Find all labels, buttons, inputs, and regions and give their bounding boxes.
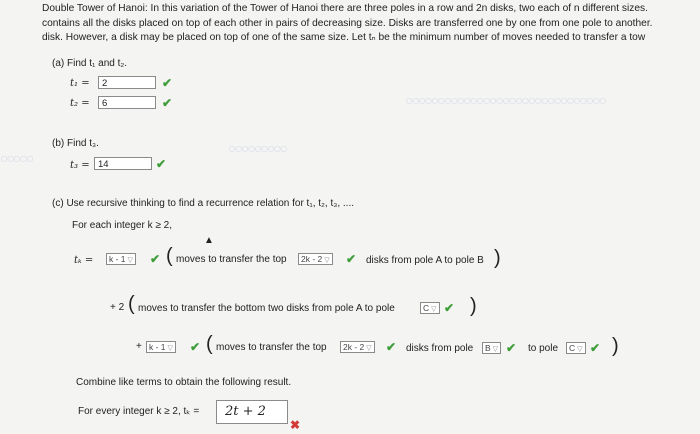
paren-open: ( [206, 333, 213, 355]
part-a-prompt: (a) Find t₁ and t₂. [52, 58, 128, 69]
t1-label: t₁ = [70, 78, 90, 89]
to-pole-select-2[interactable]: C ▽ [566, 342, 586, 354]
checkmark-icon: ✔ [506, 341, 517, 355]
row3-text-a: moves to transfer the top [216, 342, 327, 353]
paren-open: ( [166, 245, 173, 267]
top-disks-select-2[interactable]: 2k - 2 ▽ [340, 341, 375, 353]
t-index-select-2[interactable]: k - 1 ▽ [146, 341, 176, 353]
row3-text-b: disks from pole [406, 343, 474, 354]
bleed-through-decoration: ○○○○○ [0, 150, 33, 166]
row3-prefix: + [136, 341, 142, 352]
chevron-down-icon: ▽ [577, 346, 583, 353]
t2-answer-input[interactable]: 6 [98, 96, 156, 109]
row2-text: moves to transfer the bottom two disks from pole A to pole [138, 303, 395, 314]
tk-answer-input[interactable]: 2t + 2 [216, 400, 288, 424]
t3-answer-input[interactable]: 14 [94, 157, 152, 170]
chevron-down-icon: ▽ [492, 346, 499, 353]
row3-text-c: to pole [528, 343, 559, 354]
t2-label: t₂ = [70, 98, 90, 109]
problem-line-2: contains all the disks placed on top of each other in pairs of decreasing size. Disks are transferred one by one from one pole to another. [42, 17, 653, 29]
problem-line-1: Double Tower of Hanoi: In this variation of the Tower of Hanoi there are three poles in a row and 2n disks, two each of n different sizes. [42, 3, 648, 14]
row2-prefix: + 2 [110, 302, 125, 313]
chevron-down-icon: ▽ [431, 306, 437, 313]
for-each-integer-text: For each integer k ≥ 2, [72, 220, 172, 231]
chevron-down-icon: ▽ [324, 257, 330, 264]
part-c-prompt: (c) Use recursive thinking to find a recurrence relation for t₁, t₂, t₃, .... [52, 198, 354, 209]
x-icon: ✖ [290, 418, 301, 432]
checkmark-icon: ✔ [590, 341, 601, 355]
row1-text-a: moves to transfer the top [176, 254, 287, 265]
top-disks-select-1[interactable]: 2k - 2 ▽ [298, 253, 333, 265]
part-b-prompt: (b) Find t₃. [52, 138, 99, 149]
checkmark-icon: ✔ [162, 76, 173, 90]
chevron-down-icon: ▽ [366, 345, 372, 352]
checkmark-icon: ✔ [150, 252, 161, 266]
paren-open: ( [128, 293, 135, 315]
bleed-through-decoration: ○○○○○○○○○○○○○○○○○○○○○○○○○○○○○○○ [405, 92, 606, 108]
checkmark-icon: ✔ [386, 340, 397, 354]
t3-label: t₃ = [70, 160, 90, 171]
t-index-select[interactable]: k - 1 ▽ [106, 253, 136, 265]
paren-close: ) [612, 335, 619, 357]
cursor-icon: ▲ [204, 235, 214, 246]
chevron-down-icon: ▽ [127, 257, 133, 264]
checkmark-icon: ✔ [190, 340, 201, 354]
chevron-down-icon: ▽ [167, 345, 173, 352]
checkmark-icon: ✔ [162, 96, 173, 110]
checkmark-icon: ✔ [444, 301, 455, 315]
every-integer-text: For every integer k ≥ 2, tₖ = [78, 406, 200, 417]
problem-line-3: disk. However, a disk may be placed on top of one of the same size. Let tₙ be the minimum number of moves needed to transfer a tow [42, 32, 646, 44]
bleed-through-decoration: ○○○○○○○○○ [228, 140, 287, 156]
problem-statement [42, 2, 700, 46]
combine-text: Combine like terms to obtain the following result. [76, 377, 292, 388]
from-pole-select[interactable]: B ▽ [482, 342, 501, 354]
paren-close: ) [470, 295, 477, 317]
t1-answer-input[interactable]: 2 [98, 76, 156, 89]
checkmark-icon: ✔ [346, 252, 357, 266]
paren-close: ) [494, 247, 501, 269]
tk-label: tₖ = [74, 255, 94, 266]
row1-text-b: disks from pole A to pole B [366, 255, 484, 266]
checkmark-icon: ✔ [156, 157, 167, 171]
pole-to-select[interactable]: C ▽ [420, 302, 440, 314]
